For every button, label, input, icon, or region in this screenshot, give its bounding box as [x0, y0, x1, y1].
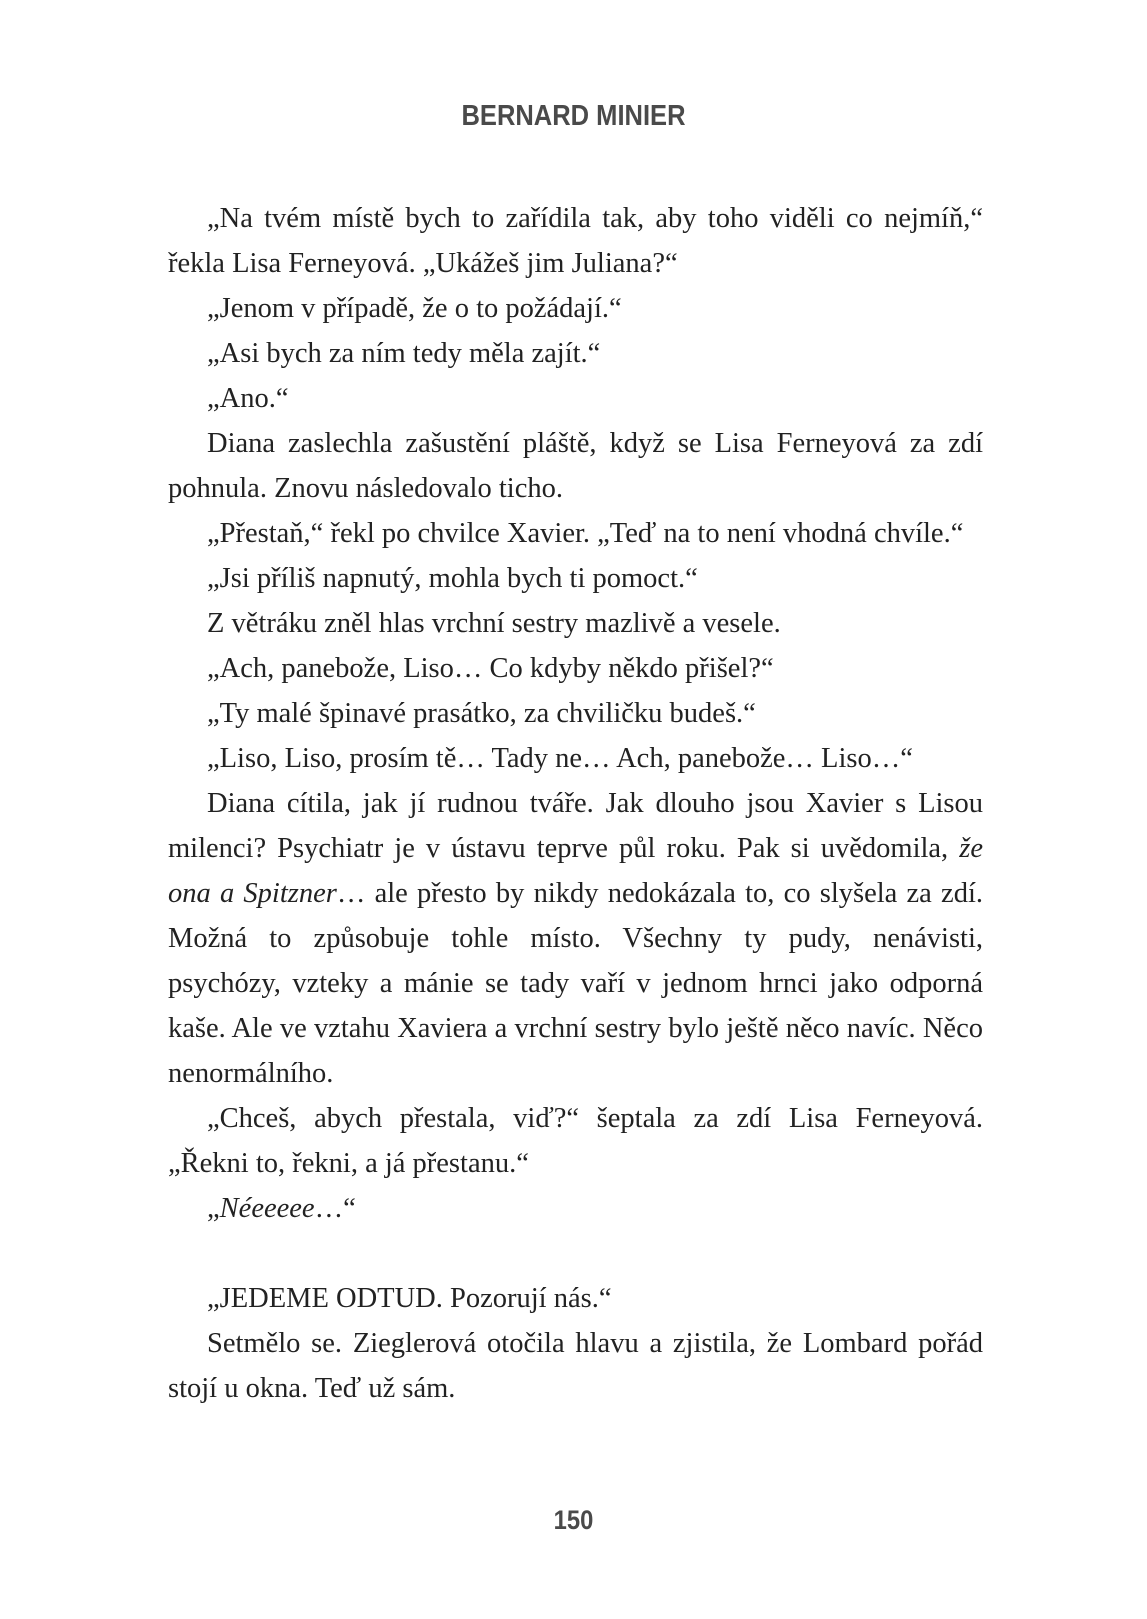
paragraph: „Jenom v případě, že o to požádají.“ — [207, 293, 622, 324]
paragraph: „Asi bych za ním tedy měla zajít.“ — [207, 338, 601, 369]
paragraph: Diana zaslechla zašustění pláště, když se Lisa Ferneyová za zdí pohnula. Znovu následovalo ticho. — [168, 428, 983, 504]
paragraph-italic-text: Néeeeee — [219, 1193, 315, 1224]
paragraph-text: „ — [207, 1193, 220, 1224]
paragraph: „Jsi příliš napnutý, mohla bych ti pomoct.“ — [207, 563, 698, 594]
paragraph — [168, 781, 983, 1096]
paragraph-italic-text: že ona a Spitzner — [168, 833, 983, 909]
paragraph: „Chceš, abych přestala, viď?“ šeptala za zdí Lisa Ferneyová. „Řekni to, řekni, a já přestanu.“ — [168, 1103, 983, 1179]
paragraph — [168, 1186, 983, 1231]
section-break — [168, 1231, 983, 1276]
paragraph: Setmělo se. Zieglerová otočila hlavu a zjistila, že Lombard pořád stojí u okna. Teď už sám. — [168, 1328, 983, 1404]
paragraph-text: … ale přesto by nikdy nedokázala to, co slyšela za zdí. Možná to způsobuje tohle místo. Všechny ty pudy, nenávisti, psychózy, vzteky a mánie se tady vaří v jednom hrnci jako odporná kaše. Ale ve vztahu Xaviera a vrchní sestry bylo ještě něco navíc. Něco nenormálního. — [168, 878, 983, 1089]
book-body-text — [168, 196, 983, 1411]
running-header-author: BERNARD MINIER — [461, 100, 686, 132]
paragraph: „Ano.“ — [207, 383, 289, 414]
paragraph-text: …“ — [314, 1193, 356, 1224]
paragraph: Z větráku zněl hlas vrchní sestry mazlivě a vesele. — [207, 608, 781, 639]
paragraph: „Přestaň,“ řekl po chvilce Xavier. „Teď na to není vhodná chvíle.“ — [207, 518, 964, 549]
paragraph: „Liso, Liso, prosím tě… Tady ne… Ach, panebože… Liso…“ — [207, 743, 913, 774]
paragraph: „Ach, panebože, Liso… Co kdyby někdo přišel?“ — [207, 653, 774, 684]
page-number: 150 — [553, 1505, 594, 1535]
paragraph: „JEDEME ODTUD. Pozorují nás.“ — [207, 1283, 612, 1314]
paragraph-text: Diana cítila, jak jí rudnou tváře. Jak dlouho jsou Xavier s Lisou milenci? Psychiatr je v ústavu teprve půl roku. Pak si uvědomila, — [168, 788, 983, 864]
paragraph: „Ty malé špinavé prasátko, za chviličku budeš.“ — [207, 698, 756, 729]
paragraph: „Na tvém místě bych to zařídila tak, aby toho viděli co nejmíň,“ řekla Lisa Ferneyová. „Ukážeš jim Juliana?“ — [168, 203, 983, 279]
